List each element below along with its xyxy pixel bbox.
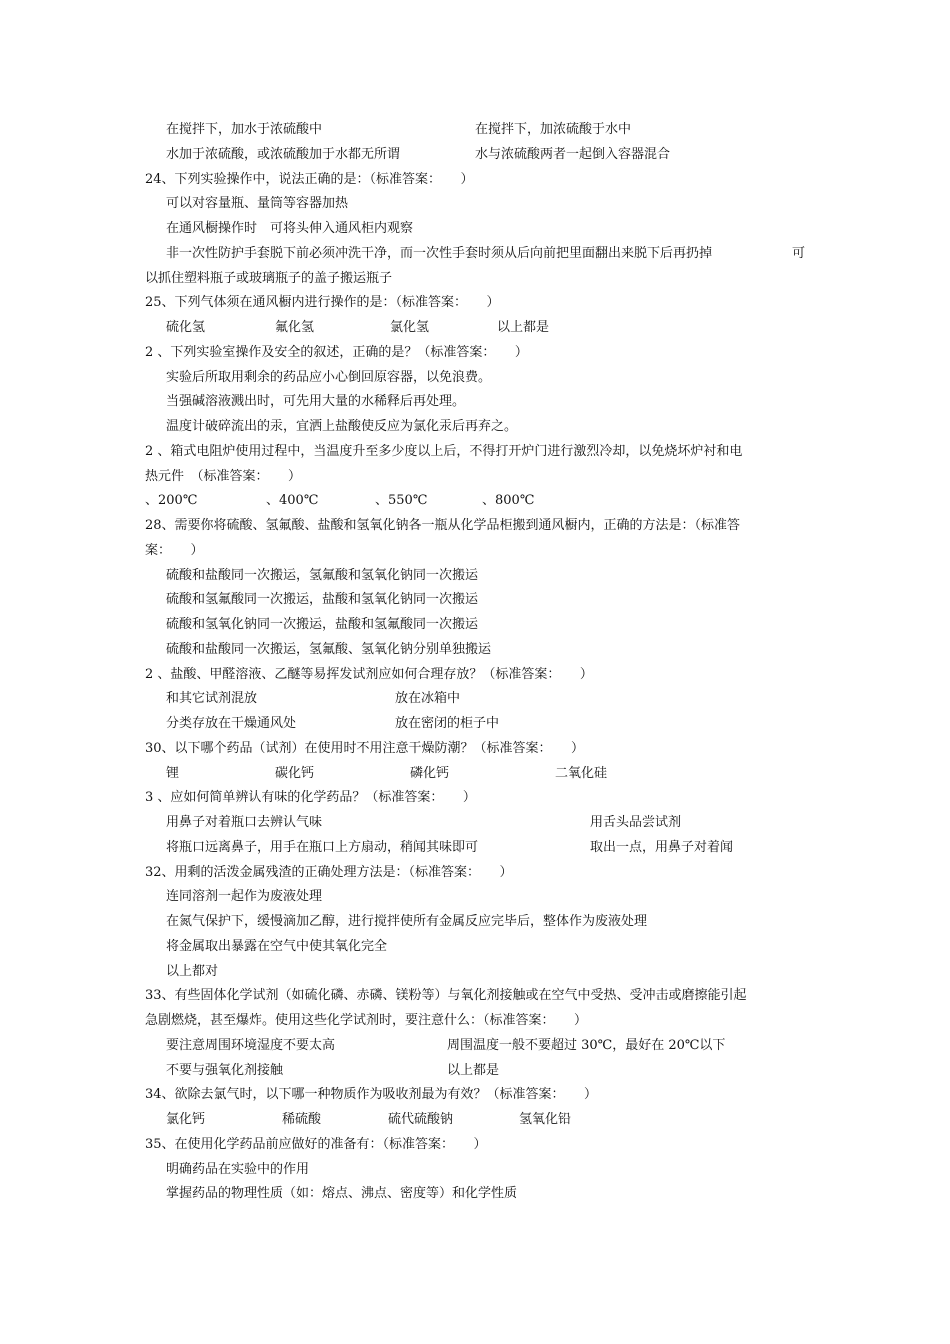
option-text: 硫酸和氢氟酸同一次搬运，盐酸和氢氧化钠同一次搬运: [166, 592, 479, 607]
option-text: 用舌头品尝试剂: [590, 815, 682, 830]
option-text: 和其它试剂混放: [166, 691, 258, 706]
question-text: 35、在使用化学药品前应做好的准备有：（标准答案： ）: [145, 1137, 487, 1152]
option-text: 连同溶剂一起作为废液处理: [166, 889, 323, 904]
question-text: 32、用剩的活泼金属残渣的正确处理方法是：（标准答案： ）: [145, 865, 513, 880]
question-text: 34、欲除去氯气时，以下哪一种物质作为吸收剂最为有效？（标准答案： ）: [145, 1087, 598, 1102]
option-text: 非一次性防护手套脱下前必须冲洗干净，而一次性手套时须从后向前把里面翻出来脱下后再扔掉: [166, 246, 713, 261]
option-text: 要注意周围环境湿度不要太高: [166, 1038, 336, 1053]
option-text: 、800℃: [482, 493, 535, 508]
option-text: 温度计破碎流出的汞，宜洒上盐酸使反应为氯化汞后再弃之。: [166, 419, 518, 434]
option-text: 放在密闭的柜子中: [395, 716, 500, 731]
option-text: 碳化钙: [275, 766, 315, 781]
option-text: 将瓶口远离鼻子，用手在瓶口上方扇动，稍闻其味即可: [166, 840, 479, 855]
option-text: 稀硫酸: [282, 1112, 322, 1127]
question-text: 2 、盐酸、甲醛溶液、乙醚等易挥发试剂应如何合理存放？（标准答案： ）: [145, 667, 593, 682]
option-text: 锂: [166, 766, 180, 781]
option-text: 以上都是: [497, 320, 550, 335]
question-text: 案： ）: [145, 543, 204, 558]
option-text: 、550℃: [375, 493, 428, 508]
question-text: 30、以下哪个药品（试剂）在使用时不用注意干燥防潮？（标准答案： ）: [145, 741, 585, 756]
option-text: 磷化钙: [410, 766, 450, 781]
question-text: 3 、应如何简单辨认有味的化学药品？（标准答案： ）: [145, 790, 476, 805]
option-text: 氟化氢: [275, 320, 315, 335]
option-text: 二氧化硅: [555, 766, 608, 781]
option-text: 在通风橱操作时 可将头伸入通风柜内观察: [166, 221, 414, 236]
question-text: 28、需要你将硫酸、氢氟酸、盐酸和氢氧化钠各一瓶从化学品柜搬到通风橱内，正确的方法是：（标准答: [145, 518, 741, 533]
option-text: 明确药品在实验中的作用: [166, 1162, 310, 1177]
option-text: 氢氧化铅: [519, 1112, 572, 1127]
option-text: 以上都对: [166, 964, 219, 979]
option-text: 水加于浓硫酸，或浓硫酸加于水都无所谓: [166, 147, 401, 162]
question-text: 热元件 （标准答案： ）: [145, 469, 302, 484]
option-text: 掌握药品的物理性质（如：熔点、沸点、密度等）和化学性质: [166, 1186, 518, 1201]
option-text: 实验后所取用剩余的药品应小心倒回原容器，以免浪费。: [166, 370, 492, 385]
question-text: 24、下列实验操作中，说法正确的是：（标准答案： ）: [145, 172, 474, 187]
option-text: 可以对容量瓶、量筒等容器加热: [166, 196, 349, 211]
option-text: 氯化钙: [166, 1112, 206, 1127]
question-text: 33、有些固体化学试剂（如硫化磷、赤磷、镁粉等）与氧化剂接触或在空气中受热、受冲击或磨擦能引起: [145, 988, 747, 1003]
option-text: 当强碱溶液溅出时，可先用大量的水稀释后再处理。: [166, 394, 466, 409]
question-text: 2 、下列实验室操作及安全的叙述，正确的是？（标准答案： ）: [145, 345, 528, 360]
option-text: 硫化氢: [166, 320, 206, 335]
option-text: 在搅拌下，加水于浓硫酸中: [166, 122, 323, 137]
question-text: 以抓住塑料瓶子或玻璃瓶子的盖子搬运瓶子: [145, 271, 393, 286]
option-text: 放在冰箱中: [395, 691, 461, 706]
option-text: 硫酸和盐酸同一次搬运，氢氟酸、氢氧化钠分别单独搬运: [166, 642, 492, 657]
question-text: 25、下列气体须在通风橱内进行操作的是：（标准答案： ）: [145, 295, 500, 310]
option-text: 硫代硫酸钠: [388, 1112, 454, 1127]
option-text: 取出一点，用鼻子对着闻: [590, 840, 734, 855]
question-text: 急剧燃烧，甚至爆炸。使用这些化学试剂时，要注意什么：（标准答案： ）: [145, 1013, 588, 1028]
option-text: 在氮气保护下，缓慢滴加乙醇，进行搅拌使所有金属反应完毕后，整体作为废液处理: [166, 914, 648, 929]
option-text: 在搅拌下，加浓硫酸于水中: [475, 122, 632, 137]
option-text: 周围温度一般不要超过 30℃，最好在 20℃以下: [447, 1038, 726, 1053]
option-text: 可: [792, 246, 806, 261]
option-text: 以上都是: [447, 1063, 500, 1078]
option-text: 用鼻子对着瓶口去辨认气味: [166, 815, 323, 830]
option-text: 氯化氢: [390, 320, 430, 335]
option-text: 硫酸和盐酸同一次搬运，氢氟酸和氢氧化钠同一次搬运: [166, 568, 479, 583]
option-text: 硫酸和氢氧化钠同一次搬运，盐酸和氢氟酸同一次搬运: [166, 617, 479, 632]
option-text: 不要与强氧化剂接触: [166, 1063, 284, 1078]
option-text: 将金属取出暴露在空气中使其氧化完全: [166, 939, 388, 954]
option-text: 水与浓硫酸两者一起倒入容器混合: [475, 147, 671, 162]
question-text: 2 、箱式电阻炉使用过程中，当温度升至多少度以上后，不得打开炉门进行激烈冷却，以免烧坏炉衬和电: [145, 444, 743, 459]
option-text: 、400℃: [266, 493, 319, 508]
question-text: 、200℃: [145, 493, 198, 508]
option-text: 分类存放在干燥通风处: [166, 716, 297, 731]
